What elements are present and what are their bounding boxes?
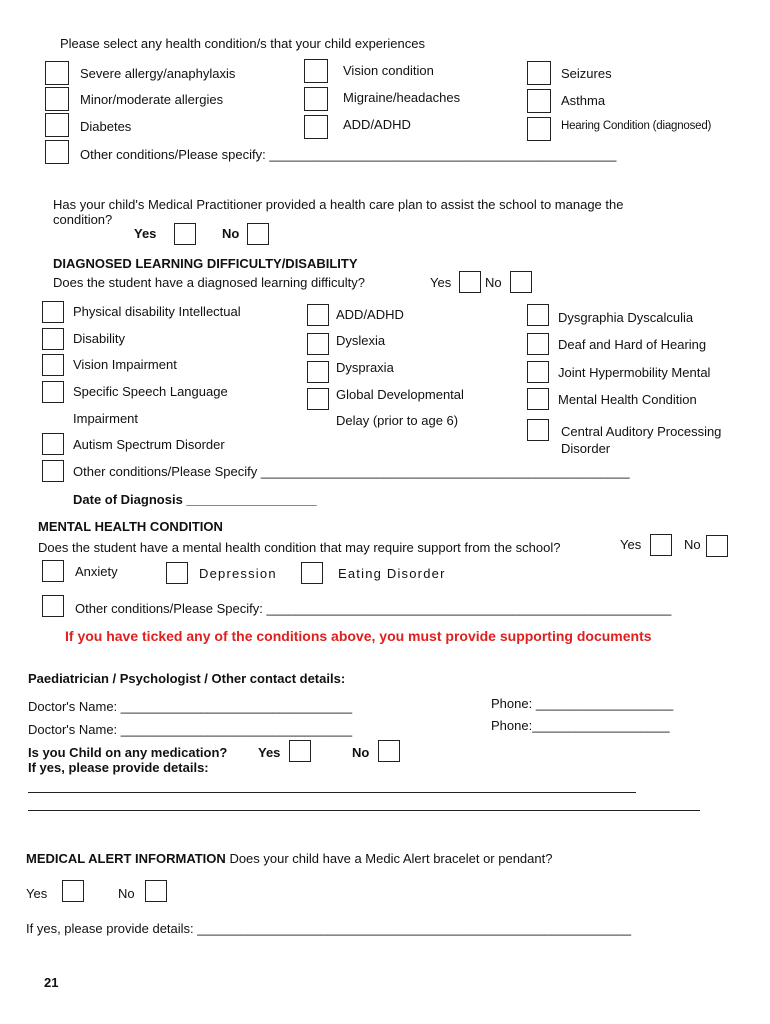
label-anxiety: Anxiety — [75, 564, 118, 579]
checkbox-medication-no[interactable] — [378, 740, 400, 762]
checkbox-autism[interactable] — [42, 433, 64, 455]
health-prompt: Please select any health condition/s that your child experiences — [60, 36, 425, 51]
label-asthma: Asthma — [561, 93, 606, 108]
checkbox-depression[interactable] — [166, 562, 188, 584]
other-mental-field[interactable]: Other conditions/Please Specify: ________________________________________________________ — [75, 601, 672, 616]
doctor-name-field-2[interactable]: Doctor's Name: ________________________________ — [28, 722, 353, 737]
medication-question: Is you Child on any medication? — [28, 745, 228, 760]
checkbox-other-learning[interactable] — [42, 460, 64, 482]
checkbox-hearing-condition[interactable] — [527, 117, 551, 141]
label-diabetes: Diabetes — [80, 119, 132, 134]
label-physical-disability: Physical disability Intellectual — [73, 304, 241, 319]
checkbox-minor-allergies[interactable] — [45, 87, 69, 111]
checkbox-global-developmental[interactable] — [307, 388, 329, 410]
checkbox-vision-condition[interactable] — [304, 59, 328, 83]
label-dysgraphia: Dysgraphia Dyscalculia — [558, 310, 694, 325]
alert-no-label: No — [118, 886, 135, 901]
checkbox-physical-disability[interactable] — [42, 301, 64, 323]
label-vision-condition: Vision condition — [343, 63, 434, 78]
checkbox-eating-disorder[interactable] — [301, 562, 323, 584]
learning-yes-label: Yes — [430, 275, 452, 290]
label-eating-disorder: Eating Disorder — [338, 566, 446, 581]
checkbox-deaf-hard-hearing[interactable] — [527, 333, 549, 355]
label-learning-add-adhd: ADD/ADHD — [336, 307, 404, 322]
checkbox-speech-language[interactable] — [42, 381, 64, 403]
medical-alert-heading: MEDICAL ALERT INFORMATION — [26, 851, 226, 866]
checkbox-learning-no[interactable] — [510, 271, 532, 293]
medication-yes-label: Yes — [258, 745, 281, 760]
label-global-developmental: Global Developmental — [336, 387, 464, 402]
alert-yes-label: Yes — [26, 886, 48, 901]
mental-heading: MENTAL HEALTH CONDITION — [38, 519, 223, 534]
phone-field-1[interactable]: Phone: ___________________ — [491, 696, 674, 711]
page-number: 21 — [44, 975, 59, 990]
mental-question: Does the student have a mental health condition that may require support from the school? — [38, 540, 561, 555]
label-central-auditory: Central Auditory Processing — [561, 424, 722, 439]
label-minor-allergies: Minor/moderate allergies — [80, 92, 224, 107]
supporting-docs-warning: If you have ticked any of the conditions above, you must provide supporting documents — [65, 628, 652, 644]
learning-heading: DIAGNOSED LEARNING DIFFICULTY/DISABILITY — [53, 256, 358, 271]
checkbox-dyspraxia[interactable] — [307, 361, 329, 383]
label-central-auditory-cont: Disorder — [561, 441, 611, 456]
checkbox-alert-no[interactable] — [145, 880, 167, 902]
label-autism: Autism Spectrum Disorder — [73, 437, 225, 452]
medical-alert-question: Does your child have a Medic Alert bracelet or pendant? — [229, 851, 553, 866]
medication-no-label: No — [352, 745, 370, 760]
checkbox-mental-health-condition[interactable] — [527, 388, 549, 410]
checkbox-dyslexia[interactable] — [307, 333, 329, 355]
medical-alert-line — [26, 851, 552, 866]
label-dyslexia: Dyslexia — [336, 333, 386, 348]
label-deaf-hard-hearing: Deaf and Hard of Hearing — [558, 337, 707, 352]
checkbox-other-mental[interactable] — [42, 595, 64, 617]
checkbox-joint-hypermobility[interactable] — [527, 361, 549, 383]
plan-yes-label: Yes — [134, 226, 157, 241]
plan-question: Has your child's Medical Practitioner provided a health care plan to assist the school to manage the — [53, 197, 624, 212]
mental-no-label: No — [684, 537, 701, 552]
checkbox-alert-yes[interactable] — [62, 880, 84, 902]
label-seizures: Seizures — [561, 66, 612, 81]
plan-no-label: No — [222, 226, 240, 241]
checkbox-seizures[interactable] — [527, 61, 551, 85]
label-add-adhd: ADD/ADHD — [343, 117, 411, 132]
checkbox-mental-yes[interactable] — [650, 534, 672, 556]
checkbox-diabetes[interactable] — [45, 113, 69, 137]
doctor-name-field-1[interactable]: Doctor's Name: ________________________________ — [28, 699, 353, 714]
checkbox-add-adhd[interactable] — [304, 115, 328, 139]
label-hearing-condition: Hearing Condition (diagnosed) — [561, 120, 712, 132]
label-migraine: Migraine/headaches — [343, 90, 461, 105]
mental-yes-label: Yes — [620, 537, 642, 552]
checkbox-other-health[interactable] — [45, 140, 69, 164]
checkbox-plan-yes[interactable] — [174, 223, 196, 245]
label-disability: Disability — [73, 331, 126, 346]
learning-no-label: No — [485, 275, 502, 290]
label-speech-language-cont: Impairment — [73, 411, 139, 426]
checkbox-vision-impairment[interactable] — [42, 354, 64, 376]
medication-details-line-1[interactable] — [28, 792, 636, 793]
label-dyspraxia: Dyspraxia — [336, 360, 394, 375]
checkbox-learning-yes[interactable] — [459, 271, 481, 293]
checkbox-severe-allergy[interactable] — [45, 61, 69, 85]
checkbox-asthma[interactable] — [527, 89, 551, 113]
label-joint-hypermobility: Joint Hypermobility Mental — [558, 365, 711, 380]
medication-details-label: If yes, please provide details: — [28, 760, 209, 775]
alert-details-field[interactable]: If yes, please provide details: ____________________________________________________________ — [26, 921, 632, 936]
label-depression: Depression — [199, 566, 277, 581]
date-of-diagnosis-field[interactable]: Date of Diagnosis __________________ — [73, 492, 317, 507]
label-global-developmental-cont: Delay (prior to age 6) — [336, 413, 459, 428]
other-health-field[interactable]: Other conditions/Please specify: ________________________________________________ — [80, 147, 617, 162]
other-learning-field[interactable]: Other conditions/Please Specify ___________________________________________________ — [73, 464, 630, 479]
phone-field-2[interactable]: Phone:___________________ — [491, 718, 670, 733]
checkbox-migraine[interactable] — [304, 87, 328, 111]
checkbox-medication-yes[interactable] — [289, 740, 311, 762]
label-mental-health-condition: Mental Health Condition — [558, 392, 697, 407]
checkbox-central-auditory[interactable] — [527, 419, 549, 441]
checkbox-mental-no[interactable] — [706, 535, 728, 557]
label-speech-language: Specific Speech Language — [73, 384, 228, 399]
medication-details-line-2[interactable] — [28, 810, 700, 811]
label-severe-allergy: Severe allergy/anaphylaxis — [80, 66, 236, 81]
learning-question: Does the student have a diagnosed learning difficulty? — [53, 275, 365, 290]
checkbox-learning-add-adhd[interactable] — [307, 304, 329, 326]
checkbox-disability[interactable] — [42, 328, 64, 350]
label-vision-impairment: Vision Impairment — [73, 357, 177, 372]
plan-question-cont: condition? — [53, 212, 113, 227]
checkbox-plan-no[interactable] — [247, 223, 269, 245]
checkbox-dysgraphia[interactable] — [527, 304, 549, 326]
contacts-heading: Paediatrician / Psychologist / Other contact details: — [28, 671, 346, 686]
checkbox-anxiety[interactable] — [42, 560, 64, 582]
